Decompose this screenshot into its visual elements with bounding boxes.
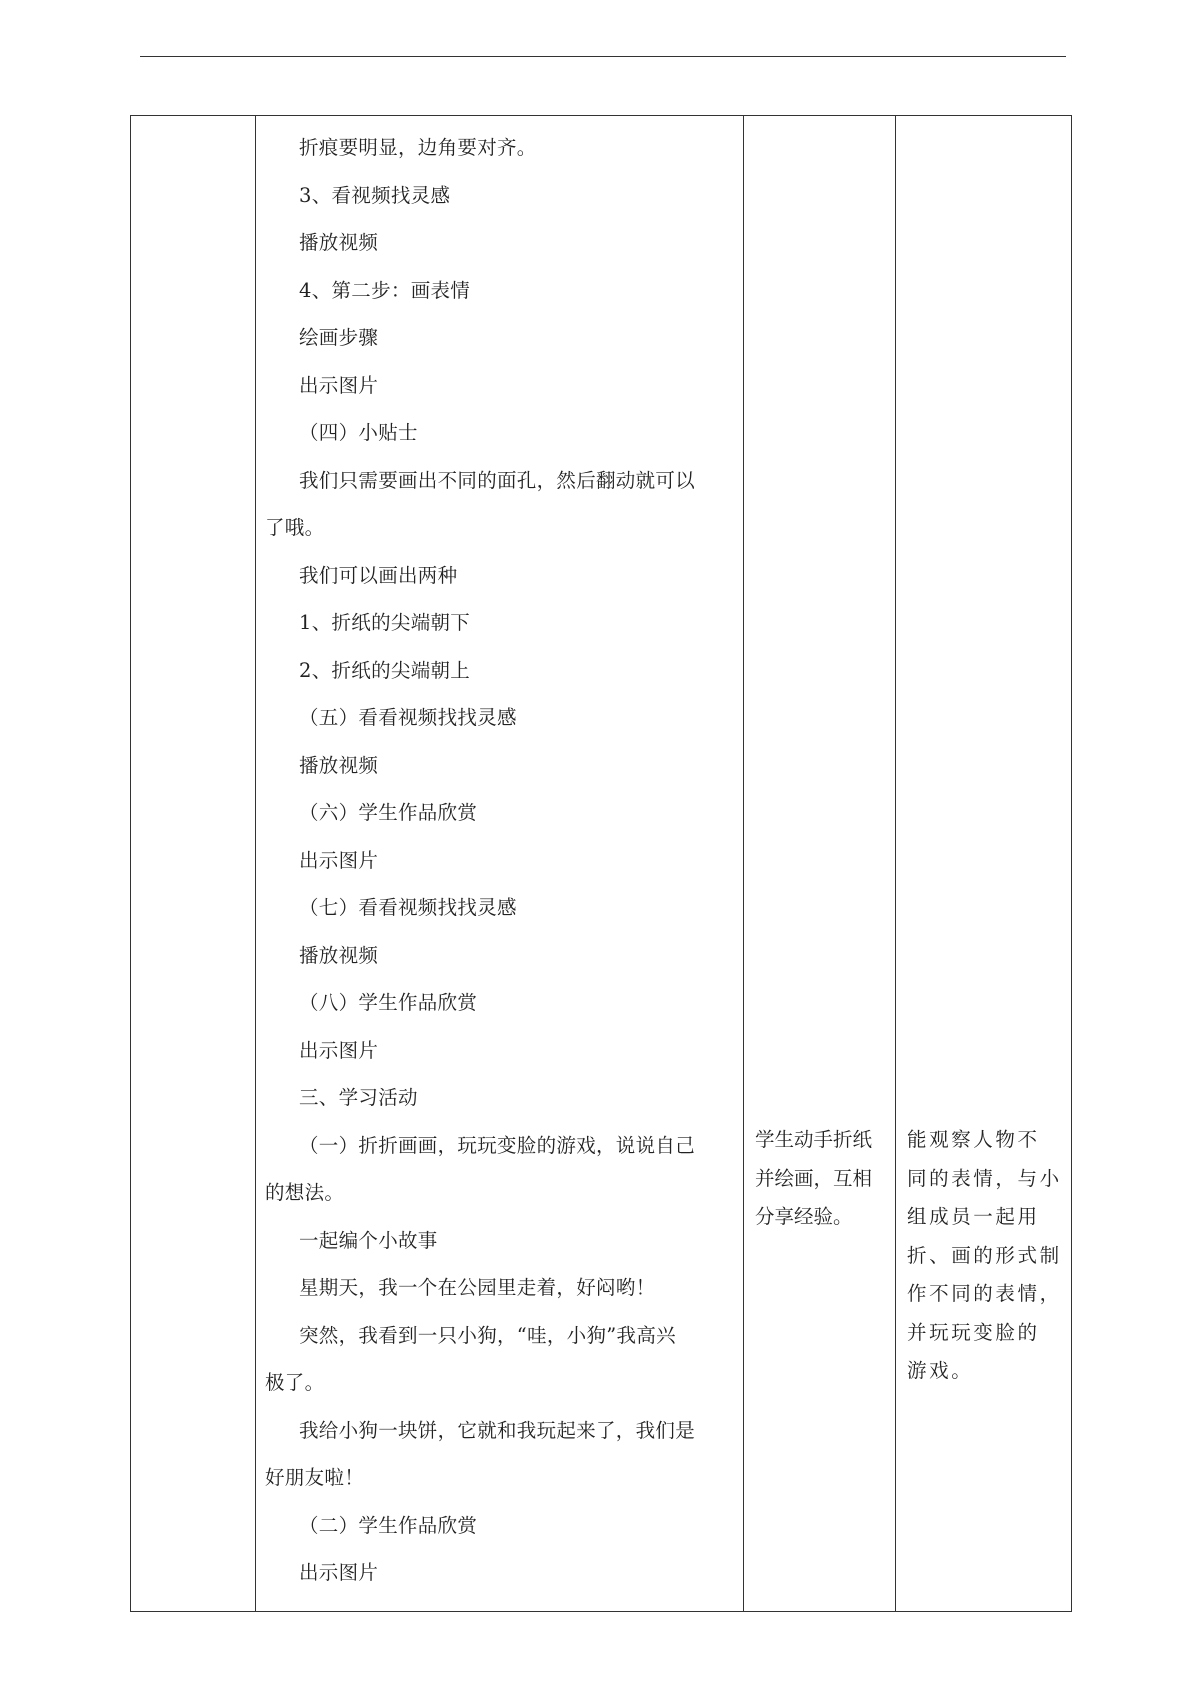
lesson-table [130,115,1072,1612]
content-line: 我们可以画出两种 [299,563,458,587]
design-intent-line: 同的表情，与小 [907,1166,1062,1190]
content-line: 3、看视频找灵感 [299,183,451,207]
content-line: 极了。 [265,1371,325,1394]
teaching-content-cell [257,116,745,1611]
design-intent-line: 组成员一起用 [907,1205,1040,1228]
content-line: 出示图片 [299,848,379,872]
content-line: 绘画步骤 [299,326,379,349]
design-intent-line: 作不同的表情， [907,1282,1062,1305]
column-divider [255,116,256,1611]
design-intent-line: 并玩玩变脸的 [907,1320,1040,1344]
student-activity-line: 并绘画，互相 [755,1166,873,1190]
content-line: 三、学习活动 [299,1086,418,1109]
section-label-cell [131,116,255,1611]
header-rule [140,56,1066,57]
design-intent-cell [897,116,1073,1611]
design-intent-line: 能观察人物不 [907,1128,1040,1151]
content-line: 好朋友啦！ [265,1466,365,1489]
content-line: 我给小狗一块饼，它就和我玩起来了，我们是 [299,1418,696,1442]
student-activity-cell [745,116,897,1611]
design-intent-line: 游戏。 [907,1359,974,1382]
content-line: 出示图片 [299,1038,379,1062]
content-line: （二）学生作品欣赏 [299,1513,478,1537]
content-line: 我们只需要画出不同的面孔，然后翻动就可以 [299,468,696,492]
content-line: （五）看看视频找找灵感 [299,706,517,729]
content-line: 播放视频 [299,753,379,777]
content-line: 播放视频 [299,231,379,254]
design-intent-line: 折、画的形式制 [907,1243,1062,1267]
content-line: （六）学生作品欣赏 [299,801,478,824]
student-activity-line: 分享经验。 [755,1205,853,1228]
content-line: 2、折纸的尖端朝上 [299,658,471,682]
content-line: 星期天，我一个在公园里走着，好闷哟！ [299,1276,656,1299]
content-line: （四）小贴士 [299,421,418,444]
content-line: 出示图片 [299,1561,379,1584]
content-line: 4、第二步：画表情 [299,278,471,302]
content-line: 折痕要明显，边角要对齐。 [299,136,537,159]
content-line: 1、折纸的尖端朝下 [299,611,471,634]
content-line: 突然，我看到一只小狗，“哇，小狗”我高兴 [299,1323,676,1347]
content-line: （八）学生作品欣赏 [299,991,478,1014]
student-activity-line: 学生动手折纸 [755,1128,873,1151]
content-line: 一起编个小故事 [299,1228,438,1252]
student-activity-lines [745,1121,897,1237]
content-line: 了哦。 [265,516,325,539]
content-line: 播放视频 [299,943,379,967]
teaching-content-lines [257,124,745,1597]
content-line: 的想法。 [265,1181,345,1204]
content-line: （七）看看视频找找灵感 [299,896,517,919]
design-intent-lines [897,1121,1073,1391]
content-line: 出示图片 [299,373,379,397]
content-line: （一）折折画画，玩玩变脸的游戏，说说自己 [299,1133,696,1157]
